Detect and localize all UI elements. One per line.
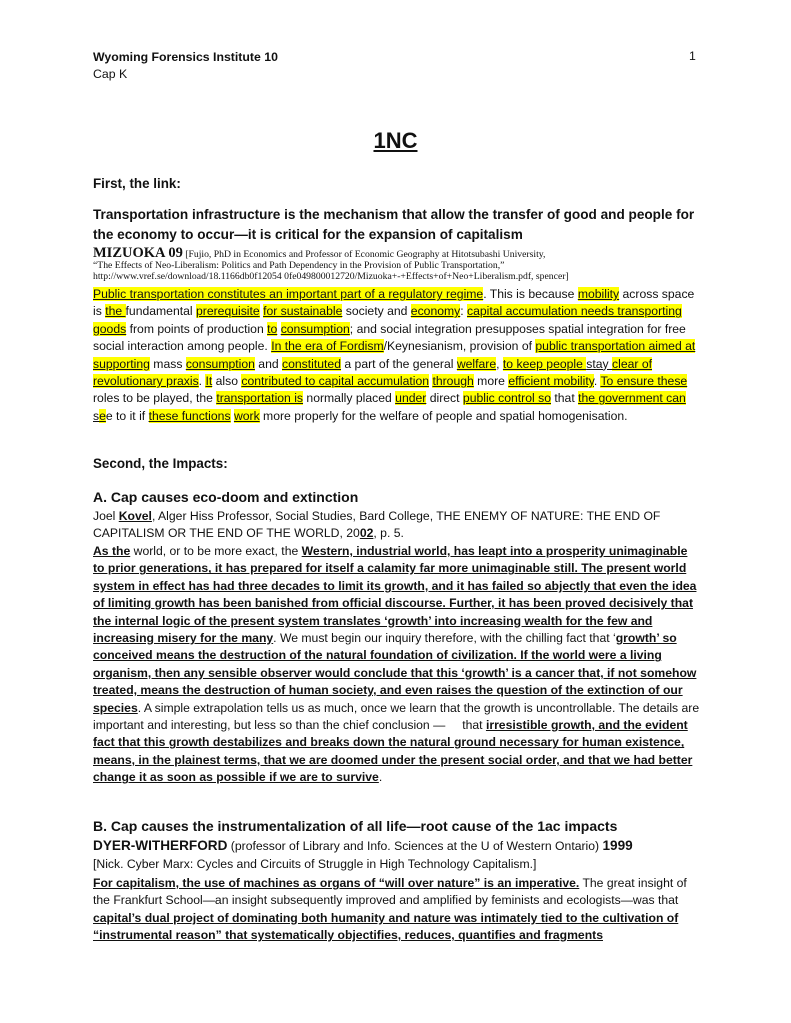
running-header [93, 49, 278, 83]
page-number: 1 [689, 49, 696, 63]
text: /Keynesianism, provision of [383, 339, 536, 354]
impact-a-tag: A. Cap causes eco-doom and extinction [93, 489, 359, 505]
link-cite-name: MIZUOKA 09 [93, 245, 183, 261]
text: (professor of Library and Info. Sciences at the U of Western Ontario) [227, 839, 603, 853]
hl: mobility [577, 287, 620, 301]
text: more [473, 374, 509, 389]
text: irresistible growth, and the evident fact that this growth destabilizes and breaks down the natural ground necessary for human existence, means, in the plainest terms, that we are doomed under the present social order, and that we had better change it as soon as possible if we are to survive [93, 718, 693, 785]
text: . [378, 770, 383, 785]
link-evidence [93, 286, 701, 425]
text: ; and social integration presupposes spatial integration for free social interaction among people. [93, 321, 686, 354]
link-tag: Transportation infrastructure is the mechanism that allow the transfer of good and people for the economy to occur—it is critical for the expansion of capitalism [93, 207, 695, 242]
hl: In the era of Fordism [271, 339, 384, 354]
text: . [593, 374, 601, 389]
impact-a-evidence [93, 543, 701, 787]
author: DYER-WITHERFORD [93, 838, 228, 853]
text: that [551, 391, 579, 406]
text: world, or to be more exact, the [130, 544, 302, 558]
impact-b-evidence [93, 875, 701, 945]
hl: consumption [280, 321, 350, 336]
hl: the government can [578, 391, 686, 406]
text: society and [342, 304, 411, 319]
text: As the [93, 544, 131, 558]
text: e to it if [105, 408, 149, 423]
text: , [496, 356, 503, 371]
impacts-heading: Second, the Impacts: [93, 456, 228, 471]
hl: public transportation aimed at supporting [93, 339, 696, 371]
hl: for sustainable [263, 304, 343, 319]
text: a part of the general [340, 356, 457, 371]
hl: constituted [282, 356, 341, 371]
text: direct [426, 391, 463, 406]
author: Kovel [118, 509, 152, 523]
text: Western, industrial world, has leapt into a prosperity unimaginable to prior generations, it has prepared for itself a calamity far more unimaginable still. The present world system in effect has had three decades to limit its growth, and it has failed so abjectly that even the idea of limiting growth has been banished from official discourse. Further, it has been proved decisively that the internal logic of the present system translates ‘growth’ into increasing wealth for the few and increasing misery for the many [93, 544, 697, 646]
hl: to keep people [502, 356, 587, 371]
hl: to [267, 321, 278, 336]
hl: contributed to capital accumulation [241, 374, 430, 389]
impact-b-citation [93, 837, 701, 855]
text: from points of production [126, 321, 268, 336]
hl: e [99, 408, 106, 423]
text: . We must begin our inquiry therefore, with the chilling fact that ‘ [273, 631, 616, 646]
hl: consumption [185, 356, 255, 371]
text: mass [149, 356, 186, 371]
document-title: 1NC [373, 128, 418, 153]
text: The great insight of the Frankfurt School—an insight subsequently improved and amplified by feminists and ecologists—was that [93, 876, 687, 908]
hl: these functions [148, 408, 231, 423]
text: s [93, 408, 100, 423]
impact-b-tag: B. Cap causes the instrumentalization of all life—root cause of the 1ac impacts [93, 818, 618, 834]
text: normally placed [303, 391, 396, 406]
text: . This is because [483, 287, 578, 301]
hl: welfare [456, 356, 497, 371]
link-cite-detail-1: [Fujio, PhD in Economics and Professor of Economic Geography at Hitotsubashi University, [182, 249, 546, 260]
text: fundamental [125, 304, 196, 319]
text: roles to be played, the [93, 391, 217, 406]
text: . A simple extrapolation tells us as much, once we learn that the growth is uncontrollable. The details are important and interesting, but less so than the chief conclusion — that [93, 700, 700, 733]
hl: capital accumulation needs transporting goods [93, 304, 682, 336]
hl: the [105, 304, 126, 319]
text: also [212, 374, 242, 389]
impact-a-citation [93, 508, 701, 543]
text: Joel [93, 509, 119, 523]
text: growth’ so conceived means the destruction of the natural foundation of civilization. If the world were a living organism, then any sensible observer would conclude that this ‘growth’ is a cancer that, if not somehow treated, means the destruction of human society, and even raises the question of the extinction of our species [93, 631, 697, 715]
text: , Alger Hiss Professor, Social Studies, Bard College, THE ENEMY OF NATURE: THE END OF CAPITALISM OR THE END OF THE WORLD, 20 [93, 509, 661, 541]
header-title: Wyoming Forensics Institute 10 [93, 50, 278, 64]
hl: through [432, 374, 474, 389]
text: and [254, 356, 283, 371]
year: 02 [359, 526, 374, 541]
text: , p. 5. [373, 526, 404, 541]
text: capital’s dual project of dominating both humanity and nature was intimately tied to the cultivation of “instrumental reason” that systematically objectifies, reduces, quantifies and fragments [93, 910, 679, 943]
hl: efficient mobility [508, 374, 594, 389]
hl: under [395, 391, 427, 406]
link-citation [93, 246, 703, 282]
text: . [198, 374, 206, 389]
hl: work [233, 408, 260, 423]
text: across space is [93, 287, 695, 319]
hl: clear of revolutionary praxis [93, 356, 652, 389]
hl: economy [410, 304, 461, 319]
year: 1999 [602, 838, 633, 853]
link-cite-detail-3: http://www.vref.se/download/18.1166db0f12054 0fe049800012720/Mizuoka+-+Effects+of+Neo+Liberalism.pdf, spencer] [93, 271, 569, 282]
header-subtitle: Cap K [93, 67, 128, 81]
hl: public control so [462, 391, 551, 406]
link-cite-detail-2: “The Effects of Neo-Liberalism: Politics and Path Dependency in the Provision of Public Transportation,” [93, 260, 505, 271]
text: For capitalism, the use of machines as organs of “will over nature” is an imperative. [93, 876, 580, 890]
impact-b-citation-source: [Nick. Cyber Marx: Cycles and Circuits of Struggle in High Technology Capitalism.] [93, 857, 537, 871]
text: stay [586, 356, 613, 371]
text: more properly for the welfare of people and spatial homogenisation. [259, 408, 628, 423]
text: : [460, 304, 468, 319]
hl: transportation is [216, 391, 304, 406]
hl: It [205, 374, 213, 389]
hl: prerequisite [196, 304, 260, 319]
hl: Public transportation constitutes an important part of a regulatory regime [93, 287, 484, 301]
link-heading: First, the link: [93, 176, 181, 191]
hl: To ensure these [600, 374, 688, 389]
